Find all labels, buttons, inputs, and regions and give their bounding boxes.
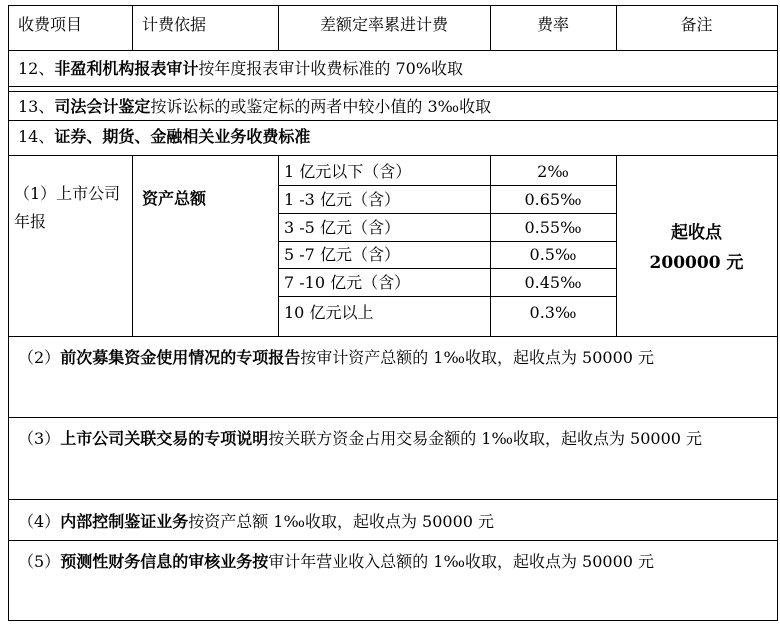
tier-range: 5 -7 亿元（含） [284,245,400,264]
row-12-number: 12、 [18,59,55,78]
item-5-title: 预测性财务信息的审核业务按 [60,552,269,571]
row-divider [8,120,778,121]
table-border-right [777,5,778,620]
table-border-left [8,5,9,620]
col-divider [278,155,279,336]
row-14-number: 14、 [18,127,55,146]
row-divider [8,91,778,92]
col-divider [132,5,133,50]
tier-divider [278,241,616,242]
tier-rate: 0.3‰ [529,303,577,322]
row-divider [8,50,778,51]
item-3-number: （3） [18,429,61,448]
tier-rate: 0.55‰ [524,218,582,237]
tier-rate: 2‰ [537,162,569,181]
tier-divider [278,268,616,269]
header-progressive: 差额定率累进计费 [319,15,448,34]
col-divider [132,155,133,336]
item-3 [18,418,770,460]
table-border-bottom [8,620,778,621]
tier-divider [278,213,616,214]
tier-divider [278,185,616,186]
row-14-title: 证券、期货、金融相关业务收费标准 [54,127,311,146]
header-rate: 费率 [536,15,569,34]
item-5-number: （5） [18,552,61,571]
row-12 [18,56,463,79]
listed-annual-report-item: （1）上市公司年报 [14,184,121,231]
row-divider [8,155,778,156]
row-13-text: 按诉讼标的或鉴定标的两者中较小值的 3‰收取 [150,97,492,116]
item-5 [18,541,770,583]
item-4-title: 内部控制鉴证业务 [60,512,189,531]
item-3-text: 按关联方资金占用交易金额的 1‰收取，起收点为 50000 元 [268,429,703,448]
item-2-title: 前次募集资金使用情况的专项报告 [60,348,301,367]
item-4-text: 按资产总额 1‰收取，起收点为 50000 元 [188,512,495,531]
tier-divider [278,296,616,297]
col-divider [616,155,617,336]
item-4 [18,509,494,532]
tier-range: 1 -3 亿元（含） [284,190,400,209]
tier-range: 10 亿元以上 [284,303,374,322]
item-2 [18,337,770,379]
row-divider [8,86,778,87]
item-2-number: （2） [18,348,61,367]
item-5-text: 审计年营业收入总额的 1‰收取，起收点为 50000 元 [268,552,655,571]
table-border-top [8,5,778,6]
item-2-text: 按审计资产总额的 1‰收取，起收点为 50000 元 [300,348,655,367]
row-13-number: 13、 [18,97,55,116]
tier-rate: 0.45‰ [524,273,582,292]
minimum-fee-label: 起收点 [671,223,722,243]
listed-basis: 资产总额 [142,189,207,208]
row-12-title: 非盈利机构报表审计 [54,59,199,78]
row-13 [18,94,491,117]
header-fee-item: 收费项目 [18,15,83,34]
tier-rate: 0.65‰ [524,190,582,209]
minimum-fee-amount: 200000 元 [649,253,744,273]
row-14 [18,124,310,147]
row-12-text: 按年度报表审计收费标准的 70%收取 [198,59,464,78]
row-divider [8,499,778,500]
tier-range: 3 -5 亿元（含） [284,218,400,237]
header-basis: 计费依据 [142,15,207,34]
item-4-number: （4） [18,512,61,531]
row-13-title: 司法会计鉴定 [54,97,151,116]
tier-range: 7 -10 亿元（含） [284,273,411,292]
tier-range: 1 亿元以下（含） [284,162,412,181]
header-note: 备注 [680,15,713,34]
item-3-title: 上市公司关联交易的专项说明 [60,429,269,448]
tier-rate: 0.5‰ [529,245,577,264]
